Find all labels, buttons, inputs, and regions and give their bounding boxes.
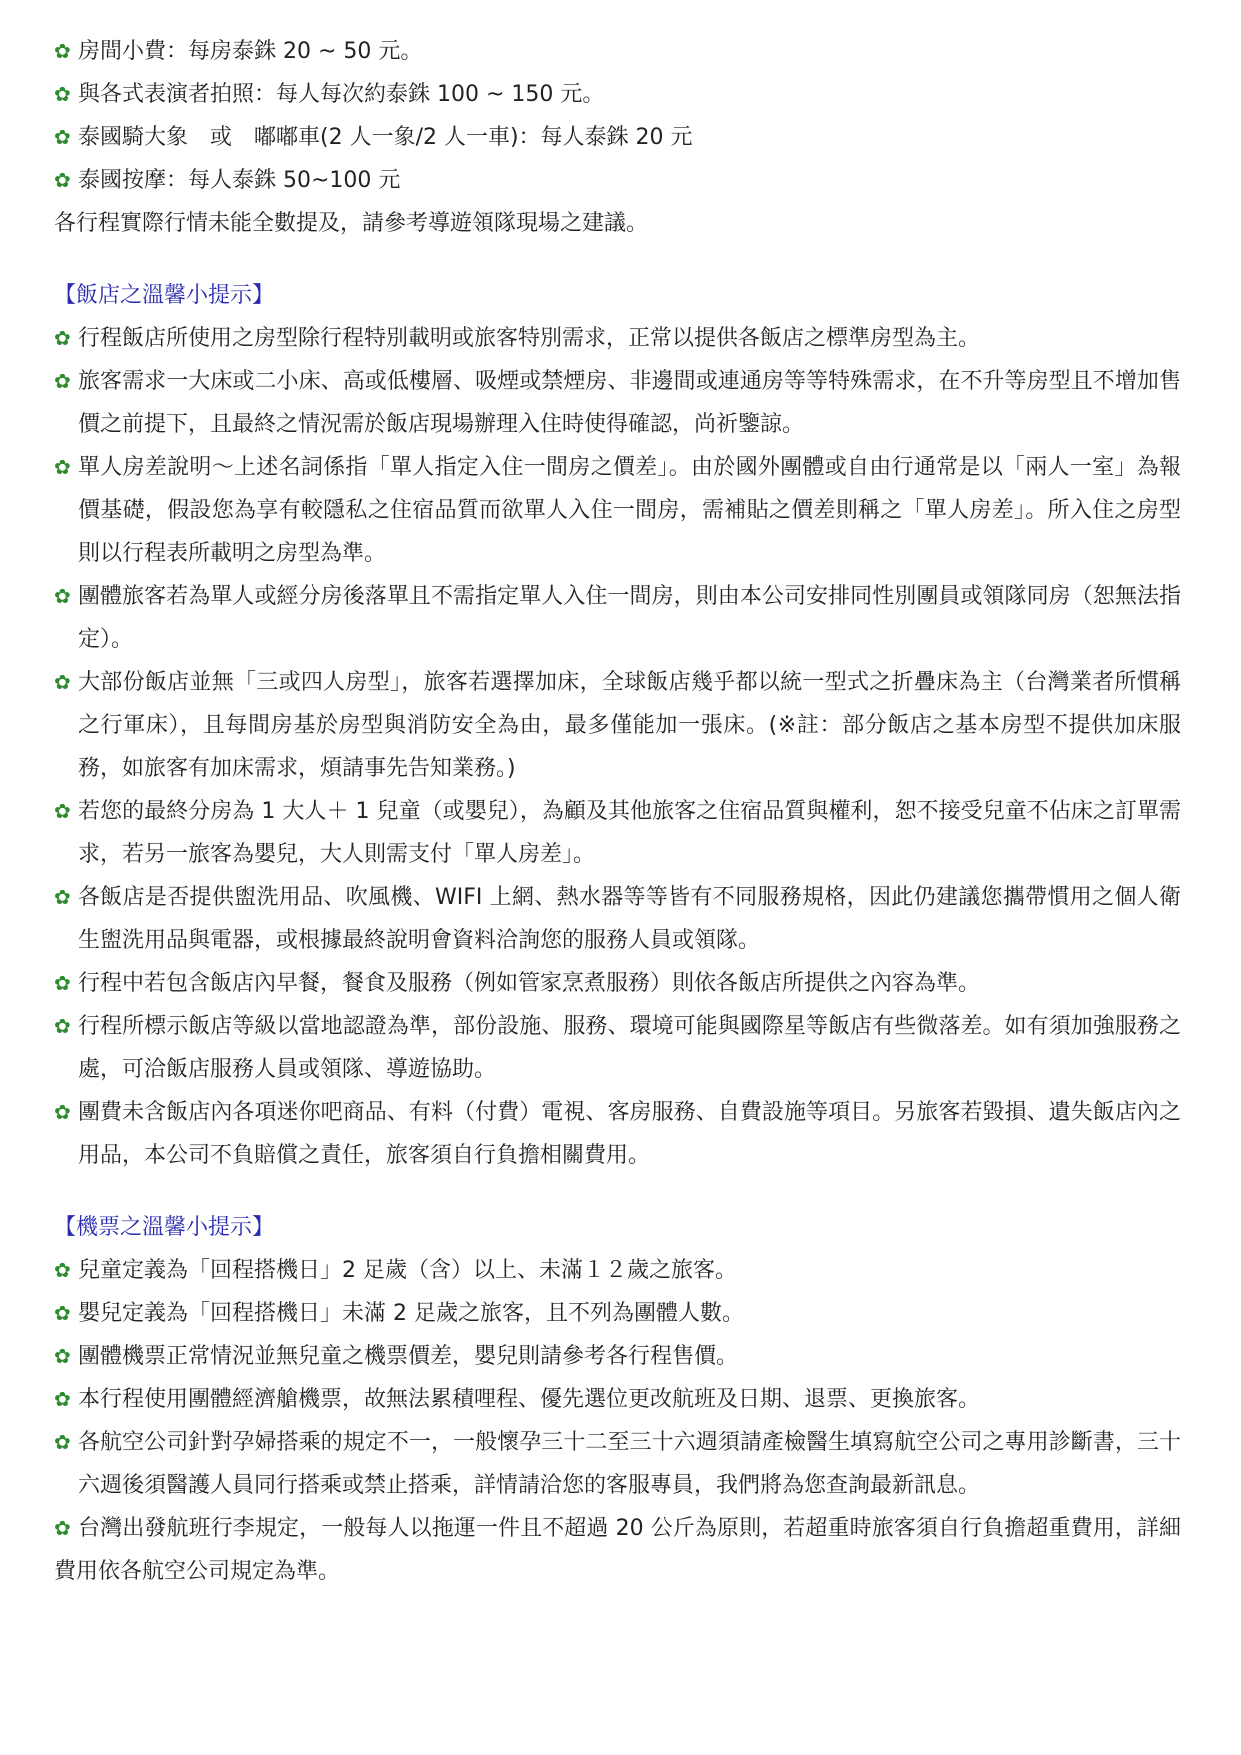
tips-note: 各行程實際行情未能全數提及，請參考導遊領隊現場之建議。 xyxy=(54,211,649,236)
ticket-list xyxy=(54,1249,1181,1593)
flower-icon: ✿ xyxy=(54,799,71,823)
hotel-item: ✿ 單人房差說明～上述名詞係指「單人指定入住一間房之價差」。由於國外團體或自由行通常是以「兩人一室」為報價基礎，假設您為享有較隱私之住宿品質而欲單人入住一間房，需補貼之價差則稱之「單人房差」。所入住之房型則以行程表所載明之房型為準。 xyxy=(54,446,1181,575)
flower-icon: ✿ xyxy=(54,1344,71,1368)
hotel-item: ✿ 若您的最終分房為 1 大人＋ 1 兒童（或嬰兒），為顧及其他旅客之住宿品質與權利，恕不接受兒童不佔床之訂單需求，若另一旅客為嬰兒，大人則需支付「單人房差」。 xyxy=(54,790,1181,876)
flower-icon: ✿ xyxy=(54,125,71,149)
tips-section xyxy=(54,30,1181,245)
hotel-item: ✿ 各飯店是否提供盥洗用品、吹風機、WIFI 上網、熱水器等等皆有不同服務規格，因此仍建議您攜帶慣用之個人衛生盥洗用品與電器，或根據最終說明會資料洽詢您的服務人員或領隊。 xyxy=(54,876,1181,962)
flower-icon: ✿ xyxy=(54,1387,71,1411)
hotel-item: ✿ 旅客需求一大床或二小床、高或低樓層、吸煙或禁煙房、非邊間或連通房等等特殊需求，在不升等房型且不增加售價之前提下，且最終之情況需於飯店現場辦理入住時使得確認，尚祈鑒諒。 xyxy=(54,360,1181,446)
flower-icon: ✿ xyxy=(54,971,71,995)
ticket-item: ✿ 團體機票正常情況並無兒童之機票價差，嬰兒則請參考各行程售價。 xyxy=(54,1335,1181,1378)
hotel-item: ✿ 行程所標示飯店等級以當地認證為準，部份設施、服務、環境可能與國際星等飯店有些微落差。如有須加強服務之處，可洽飯店服務人員或領隊、導遊協助。 xyxy=(54,1005,1181,1091)
tip-item: ✿ 泰國騎大象 或 嘟嘟車(2 人一象/2 人一車)：每人泰銖 20 元 xyxy=(54,116,1181,159)
hotel-item: ✿ 大部份飯店並無「三或四人房型」，旅客若選擇加床，全球飯店幾乎都以統一型式之折疊床為主（台灣業者所慣稱之行軍床），且每間房基於房型與消防安全為由，最多僅能加一張床。(※註：部分飯店之基本房型不提供加床服務，如旅客有加床需求，煩請事先告知業務。) xyxy=(54,661,1181,790)
flower-icon: ✿ xyxy=(54,670,71,694)
tip-item: ✿ 泰國按摩：每人泰銖 50~100 元 xyxy=(54,159,1181,202)
flower-icon: ✿ xyxy=(54,1430,71,1454)
hotel-item: ✿ 團費未含飯店內各項迷你吧商品、有料（付費）電視、客房服務、自費設施等項目。另旅客若毀損、遺失飯店內之用品，本公司不負賠償之責任，旅客須自行負擔相關費用。 xyxy=(54,1091,1181,1177)
flower-icon: ✿ xyxy=(54,326,71,350)
hotel-item: ✿ 團體旅客若為單人或經分房後落單且不需指定單人入住一間房，則由本公司安排同性別團員或領隊同房（恕無法指定）。 xyxy=(54,575,1181,661)
hotel-item: ✿ 行程中若包含飯店內早餐，餐食及服務（例如管家烹煮服務）則依各飯店所提供之內容為準。 xyxy=(54,962,1181,1005)
flower-icon: ✿ xyxy=(54,584,71,608)
hotel-list xyxy=(54,317,1181,1177)
ticket-item-baggage: ✿ 台灣出發航班行李規定，一般每人以拖運一件且不超過 20 公斤為原則，若超重時旅客須自行負擔超重費用，詳細費用依各航空公司規定為準。 xyxy=(54,1507,1181,1593)
flower-icon: ✿ xyxy=(54,1516,71,1540)
hotel-heading: 【飯店之溫馨小提示】 xyxy=(54,283,275,308)
ticket-item: ✿ 嬰兒定義為「回程搭機日」未滿 2 足歲之旅客，且不列為團體人數。 xyxy=(54,1292,1181,1335)
hotel-item: ✿ 行程飯店所使用之房型除行程特別載明或旅客特別需求，正常以提供各飯店之標準房型為主。 xyxy=(54,317,1181,360)
flower-icon: ✿ xyxy=(54,1100,71,1124)
tip-item: ✿ 房間小費：每房泰銖 20 ~ 50 元。 xyxy=(54,30,1181,73)
flower-icon: ✿ xyxy=(54,82,71,106)
flower-icon: ✿ xyxy=(54,885,71,909)
flower-icon: ✿ xyxy=(54,1258,71,1282)
flower-icon: ✿ xyxy=(54,168,71,192)
flower-icon: ✿ xyxy=(54,369,71,393)
ticket-item: ✿ 本行程使用團體經濟艙機票，故無法累積哩程、優先選位更改航班及日期、退票、更換旅客。 xyxy=(54,1378,1181,1421)
flower-icon: ✿ xyxy=(54,455,71,479)
ticket-heading: 【機票之溫馨小提示】 xyxy=(54,1215,275,1240)
ticket-item: ✿ 兒童定義為「回程搭機日」2 足歲（含）以上、未滿１２歲之旅客。 xyxy=(54,1249,1181,1292)
flower-icon: ✿ xyxy=(54,1014,71,1038)
flower-icon: ✿ xyxy=(54,1301,71,1325)
ticket-item: ✿ 各航空公司針對孕婦搭乘的規定不一，一般懷孕三十二至三十六週須請產檢醫生填寫航空公司之專用診斷書，三十六週後須醫護人員同行搭乘或禁止搭乘，詳情請洽您的客服專員，我們將為您查詢最新訊息。 xyxy=(54,1421,1181,1507)
flower-icon: ✿ xyxy=(54,39,71,63)
tip-item: ✿ 與各式表演者拍照：每人每次約泰銖 100 ~ 150 元。 xyxy=(54,73,1181,116)
